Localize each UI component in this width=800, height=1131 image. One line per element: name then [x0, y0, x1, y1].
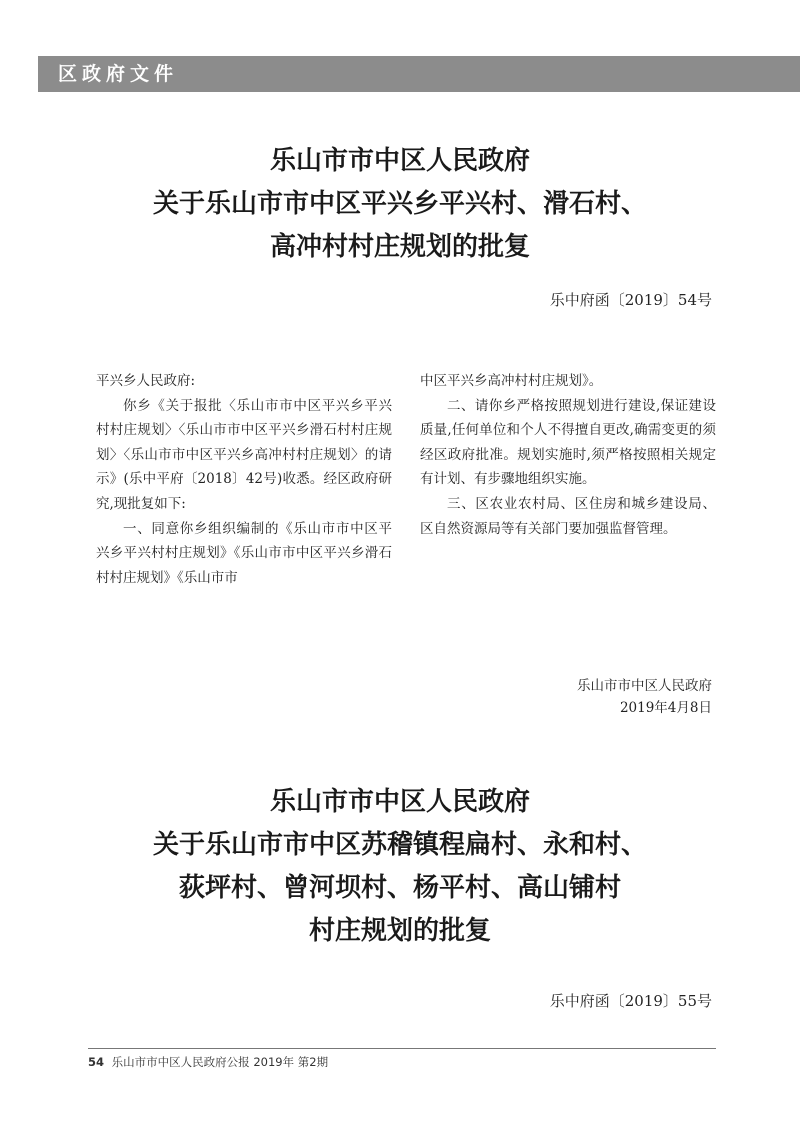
doc1-paragraph-4: 三、区农业农村局、区住房和城乡建设局、区自然资源局等有关部门要加强监督管理。 [420, 495, 716, 537]
doc1-signature-org: 乐山市市中区人民政府 [577, 678, 712, 694]
doc1-right-column [420, 369, 716, 541]
page-footer [88, 1054, 328, 1070]
doc1-paragraph-2: 一、同意你乡组织编制的《乐山市市中区平兴乡平兴村村庄规划》《乐山市市中区平兴乡滑石村村庄规划》《乐山市市 [96, 520, 392, 586]
doc2-title-line-1: 乐山市市中区人民政府 [269, 787, 530, 817]
doc1-salutation: 平兴乡人民政府: [96, 373, 196, 389]
doc1-signature [577, 675, 712, 719]
footer-divider [88, 1048, 716, 1049]
doc1-title-line-2: 关于乐山市市中区平兴乡平兴村、滑石村、 [152, 189, 647, 219]
publication-info: 乐山市市中区人民政府公报 2019年 第2期 [111, 1055, 329, 1069]
doc1-left-column [96, 369, 392, 590]
doc1-title-line-3: 高冲村村庄规划的批复 [269, 232, 530, 262]
doc1-paragraph-2-cont: 中区平兴乡高冲村村庄规划》。 [420, 373, 603, 389]
section-label: 区政府文件 [58, 63, 179, 85]
doc1-number: 乐中府函〔2019〕54号 [549, 291, 712, 309]
doc1-title [0, 140, 800, 269]
doc2-number: 乐中府函〔2019〕55号 [549, 992, 712, 1010]
doc2-title-line-3: 荻坪村、曾河坝村、杨平村、高山铺村 [178, 873, 621, 903]
doc1-title-line-1: 乐山市市中区人民政府 [269, 146, 530, 176]
doc1-signature-date: 2019年4月8日 [619, 700, 712, 716]
doc2-title [0, 781, 800, 953]
doc2-title-line-4: 村庄规划的批复 [308, 916, 491, 946]
doc1-paragraph-3: 二、请你乡严格按照规划进行建设,保证建设质量,任何单位和个人不得擅自更改,确需变更的须经区政府批准。规划实施时,须严格按照相关规定有计划、有步骤地组织实施。 [420, 397, 716, 488]
page-number: 54 [88, 1055, 105, 1069]
doc2-title-line-2: 关于乐山市市中区苏稽镇程扁村、永和村、 [152, 830, 647, 860]
doc1-paragraph-1: 你乡《关于报批〈乐山市市中区平兴乡平兴村村庄规划〉〈乐山市市中区平兴乡滑石村村庄规划〉〈乐山市市中区平兴乡高冲村村庄规划〉的请示》(乐中平府〔2018〕42号)收悉。经区政府研究,现批复如下: [96, 397, 392, 512]
